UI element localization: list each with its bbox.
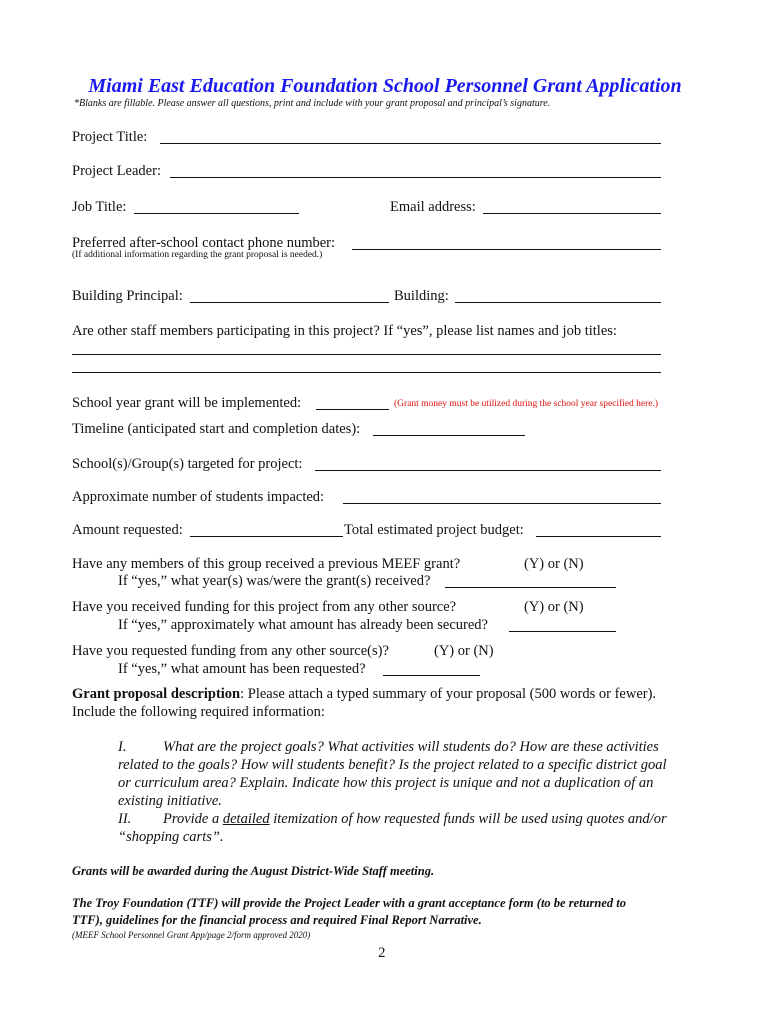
q1-question: Have any members of this group received a previous MEEF grant?: [72, 556, 461, 572]
item2-underlined: detailed: [222, 811, 270, 827]
job-title-input[interactable]: [134, 196, 299, 214]
building-label: Building:: [394, 288, 449, 304]
page-title: Miami East Education Foundation School Personnel Grant Application: [88, 75, 682, 97]
school-year-input[interactable]: [316, 392, 389, 410]
phone-note: (If additional information regarding the grant proposal is needed.): [72, 250, 323, 260]
item2-post: itemization of how requested funds will be used using quotes and/or: [269, 811, 667, 827]
q2-question: Have you received funding for this project from any other source?: [72, 599, 457, 615]
q1-input[interactable]: [445, 570, 616, 588]
item1-line2: related to the goals? How will students benefit? Is the project related to a specific district goal: [118, 757, 667, 773]
principal-label: Building Principal:: [72, 288, 183, 304]
q2-follow-up: If “yes,” approximately what amount has already been secured?: [118, 617, 488, 633]
email-label: Email address:: [390, 199, 476, 215]
ttf-line2: TTF), guidelines for the financial process and required Final Report Narrative.: [72, 913, 482, 927]
item2-number: II.: [118, 811, 132, 827]
item2-pre: Provide a: [163, 811, 223, 827]
students-label: Approximate number of students impacted:: [72, 489, 325, 505]
description-line2: Include the following required information:: [72, 704, 325, 720]
principal-input[interactable]: [190, 285, 389, 303]
project-title-label: Project Title:: [72, 129, 148, 145]
staff-input-1[interactable]: [72, 337, 661, 355]
budget-input[interactable]: [536, 519, 661, 537]
item1-number: I.: [118, 739, 127, 755]
q3-input[interactable]: [383, 658, 480, 676]
school-year-note: (Grant money must be utilized during the school year specified here.): [394, 399, 659, 409]
job-title-label: Job Title:: [72, 199, 127, 215]
targeted-input[interactable]: [315, 453, 661, 471]
timeline-input[interactable]: [373, 418, 525, 436]
phone-label: Preferred after-school contact phone number:: [72, 235, 336, 251]
form-approved-note: (MEEF School Personnel Grant App/page 2/form approved 2020): [72, 930, 311, 940]
item2-line2: “shopping carts”.: [118, 829, 224, 845]
project-leader-input[interactable]: [170, 160, 661, 178]
description-heading: [72, 685, 656, 703]
q3-question: Have you requested funding from any other source(s)?: [72, 643, 389, 659]
amount-label: Amount requested:: [72, 522, 183, 538]
q1-yes-no: (Y) or (N): [524, 556, 584, 572]
building-input[interactable]: [455, 285, 661, 303]
timeline-label: Timeline (anticipated start and completion dates):: [72, 421, 361, 437]
item1-line4: existing initiative.: [118, 793, 222, 809]
q2-input[interactable]: [509, 614, 616, 632]
q2-yes-no: (Y) or (N): [524, 599, 584, 615]
staff-input-2[interactable]: [72, 355, 661, 373]
q3-yes-no: (Y) or (N): [434, 643, 494, 659]
description-heading-bold: Grant proposal description: [72, 686, 241, 702]
project-leader-label: Project Leader:: [72, 163, 161, 179]
q1-follow-up: If “yes,” what year(s) was/were the grant(s) received?: [118, 573, 431, 589]
phone-input[interactable]: [352, 232, 661, 250]
amount-input[interactable]: [190, 519, 343, 537]
instructions: *Blanks are fillable. Please answer all questions, print and include with your grant proposal and principal’s signature.: [74, 98, 551, 109]
item1-line3: or curriculum area? Explain. Indicate how this project is unique and not a duplication of an: [118, 775, 654, 791]
q3-follow-up: If “yes,” what amount has been requested?: [118, 661, 366, 677]
project-title-input[interactable]: [160, 126, 661, 144]
item1-line1: What are the project goals? What activities will students do? How are these activities: [163, 739, 659, 755]
school-year-label: School year grant will be implemented:: [72, 395, 302, 411]
awarded-note: Grants will be awarded during the August District-Wide Staff meeting.: [72, 864, 435, 878]
description-heading-rest: : Please attach a typed summary of your proposal (500 words or fewer).: [240, 686, 657, 702]
item2-line1: [163, 810, 667, 828]
students-input[interactable]: [343, 486, 661, 504]
page-number: 2: [378, 945, 386, 961]
targeted-label: School(s)/Group(s) targeted for project:: [72, 456, 303, 472]
email-input[interactable]: [483, 196, 661, 214]
staff-label: Are other staff members participating in this project? If “yes”, please list names and job titles:: [72, 323, 617, 339]
budget-label: Total estimated project budget:: [344, 522, 524, 538]
ttf-line1: The Troy Foundation (TTF) will provide the Project Leader with a grant acceptance form (to be returned to: [72, 896, 627, 910]
